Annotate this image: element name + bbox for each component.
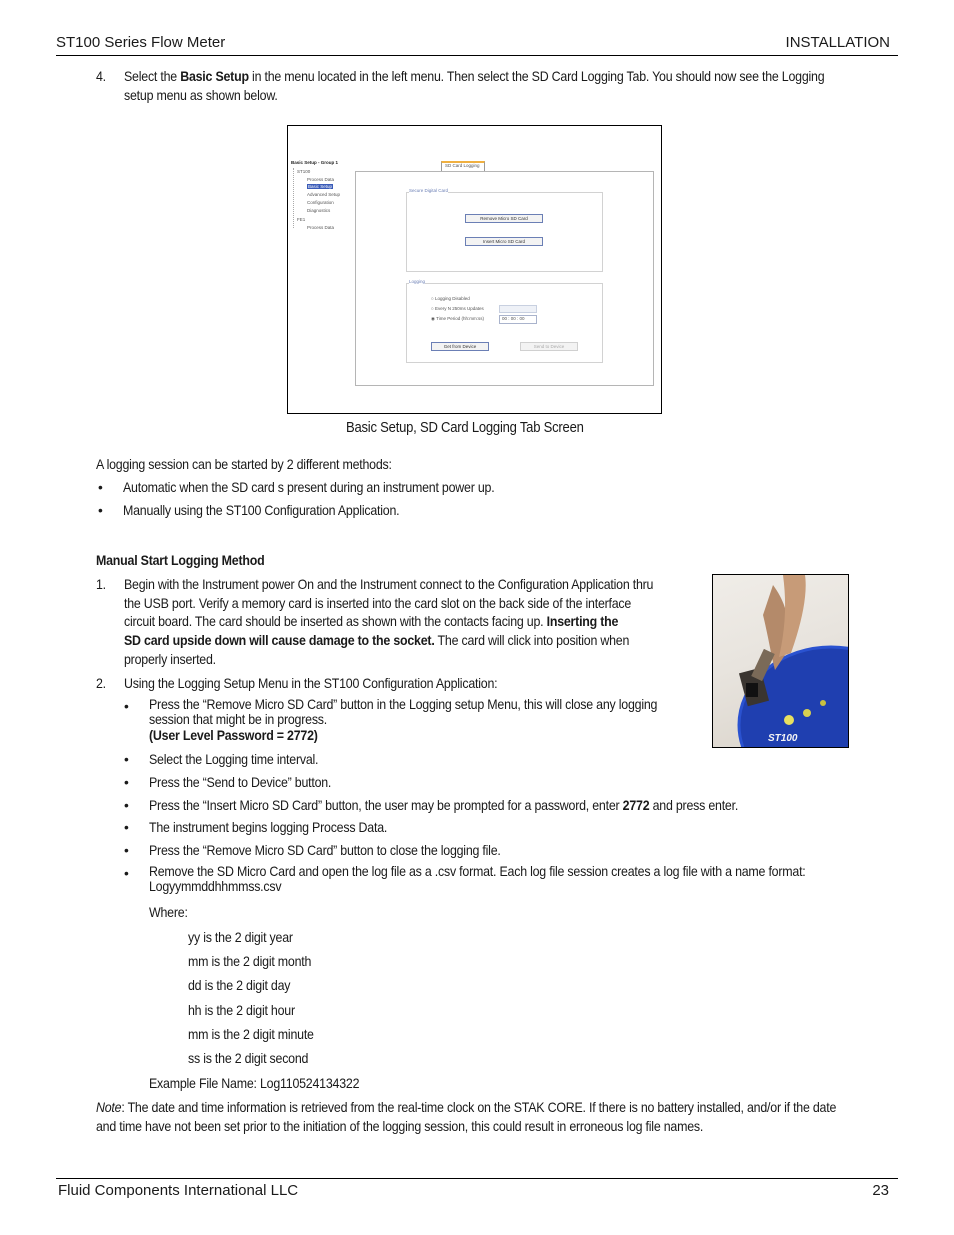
time-period-field[interactable]: 00 : 00 : 00 <box>499 315 537 324</box>
bullet-begins-logging: The instrument begins logging Process Data. <box>149 820 388 835</box>
step1-line5: properly inserted. <box>124 652 216 667</box>
bullet-close-log: Press the “Remove Micro SD Card” button to close the logging file. <box>149 843 501 858</box>
tree-lines <box>293 168 295 228</box>
bullet-dot: • <box>124 843 129 858</box>
photo-board-label: ST100 <box>768 733 798 744</box>
step4-line1: Select the Basic Setup in the menu located in the left menu. Then select the SD Card Logging Tab. You should now see the Logging <box>124 69 825 84</box>
field-year: yy is the 2 digit year <box>188 930 293 945</box>
step1-number: 1. <box>96 577 106 592</box>
header-title: ST100 Series Flow Meter <box>56 34 226 51</box>
field-hour: hh is the 2 digit hour <box>188 1003 295 1018</box>
tree-item-diagnostics: Diagnostics <box>307 208 331 213</box>
field-month: mm is the 2 digit month <box>188 954 312 969</box>
sd-card-insertion-photo <box>712 574 849 748</box>
step1-line3: circuit board. The card should be inserted as shown with the contacts facing up. Inserting the <box>124 614 619 629</box>
group-logging-label: Logging <box>409 279 426 284</box>
step4-line2: setup menu as shown below. <box>124 88 278 103</box>
header-rule <box>56 55 898 56</box>
footer-rule <box>56 1178 898 1179</box>
page-number: 23 <box>872 1182 889 1199</box>
field-day: dd is the 2 digit day <box>188 978 291 993</box>
remove-micro-sd-button[interactable]: Remove Micro SD Card <box>465 214 543 223</box>
bullet-select-interval: Select the Logging time interval. <box>149 752 319 767</box>
bullet-insert-card: Press the “Insert Micro SD Card” button, the user may be prompted for a password, enter 2772 and press enter. <box>149 798 739 813</box>
step2-number: 2. <box>96 676 106 691</box>
bullet-send-to-device: Press the “Send to Device” button. <box>149 775 332 790</box>
tree-item-fe1: FE1 <box>297 217 306 222</box>
tree-item-fe1-process-data: Process Data <box>307 225 335 230</box>
bullet-dot: • <box>98 480 103 495</box>
manual-heading: Manual Start Logging Method <box>96 553 265 568</box>
tree-item-process-data: Process Data <box>307 177 335 182</box>
send-to-device-button[interactable]: Send to Device <box>520 342 578 351</box>
bullet-open-log-line1: Remove the SD Micro Card and open the log file as a .csv format. Each log file session creates a log file with a name format: <box>149 864 806 879</box>
group-secure-digital-card <box>406 192 603 272</box>
bullet-dot: • <box>124 699 129 714</box>
bullet-dot: • <box>124 820 129 835</box>
footer-company: Fluid Components International LLC <box>58 1182 299 1199</box>
bullet-remove-card-line2: session that might be in progress. <box>149 712 328 727</box>
bullet-dot: • <box>124 752 129 767</box>
get-from-device-button[interactable]: Get from Device <box>431 342 489 351</box>
step1-line1: Begin with the Instrument power On and the Instrument connect to the Configuration Application thru <box>124 577 654 592</box>
insert-micro-sd-button[interactable]: Insert Micro SD Card <box>465 237 543 246</box>
field-minute: mm is the 2 digit minute <box>188 1027 314 1042</box>
field-second: ss is the 2 digit second <box>188 1051 309 1066</box>
header-section: INSTALLATION <box>785 34 890 51</box>
bullet-dot: • <box>98 503 103 518</box>
radio-time-period[interactable]: ◉ Time Period (hh:mm:ss) <box>431 316 484 321</box>
radio-every-n-updates[interactable]: ○ Every N 250ms Updates <box>431 306 484 311</box>
intro-text: A logging session can be started by 2 different methods: <box>96 457 392 472</box>
bullet-dot: • <box>124 866 129 881</box>
method-automatic: Automatic when the SD card s present during an instrument power up. <box>123 480 495 495</box>
tab-sd-card-logging: SD Card Logging <box>441 161 485 171</box>
note-line1: Note: The date and time information is retrieved from the real-time clock on the STAK CORE. If there is no battery installed, and/or if the date <box>96 1100 837 1115</box>
tree-item-configuration: Configuration <box>307 200 334 205</box>
step1-line4: SD card upside down will cause damage to the socket. The card will click into position when <box>124 633 630 648</box>
method-manual: Manually using the ST100 Configuration Application. <box>123 503 400 518</box>
log-filename-format: Logyymmddhhmmss.csv <box>149 879 282 894</box>
bullet-dot: • <box>124 798 129 813</box>
step1-line2: the USB port. Verify a memory card is inserted into the card slot on the back side of the interface <box>124 596 632 611</box>
tree-title: Basic Setup - Group 1 <box>291 160 339 165</box>
step2-text: Using the Logging Setup Menu in the ST100 Configuration Application: <box>124 676 498 691</box>
radio-logging-disabled[interactable]: ○ Logging Disabled <box>431 296 470 301</box>
note-line2: and time have not been set prior to the initiation of the logging session, this could result in erroneous log file names. <box>96 1119 704 1134</box>
logging-screenshot-figure <box>287 125 662 414</box>
tree-item-advanced-setup: Advanced Setup <box>307 192 341 197</box>
bullet-dot: • <box>124 775 129 790</box>
user-password-note: (User Level Password = 2772) <box>149 728 318 743</box>
tree-item-basic-setup: Basic Setup <box>308 184 333 189</box>
bullet-remove-card-line1: Press the “Remove Micro SD Card” button in the Logging setup Menu, this will close any logging <box>149 697 658 712</box>
where-label: Where: <box>149 905 188 920</box>
n-updates-field[interactable] <box>499 305 537 313</box>
step4-number: 4. <box>96 69 106 84</box>
example-filename: Example File Name: Log110524134322 <box>149 1076 360 1091</box>
tree-item-st100: ST100 <box>297 169 311 174</box>
figure-caption: Basic Setup, SD Card Logging Tab Screen <box>346 420 584 436</box>
group-secure-digital-card-label: Secure Digital Card <box>409 188 449 193</box>
photo-illustration <box>713 575 848 747</box>
